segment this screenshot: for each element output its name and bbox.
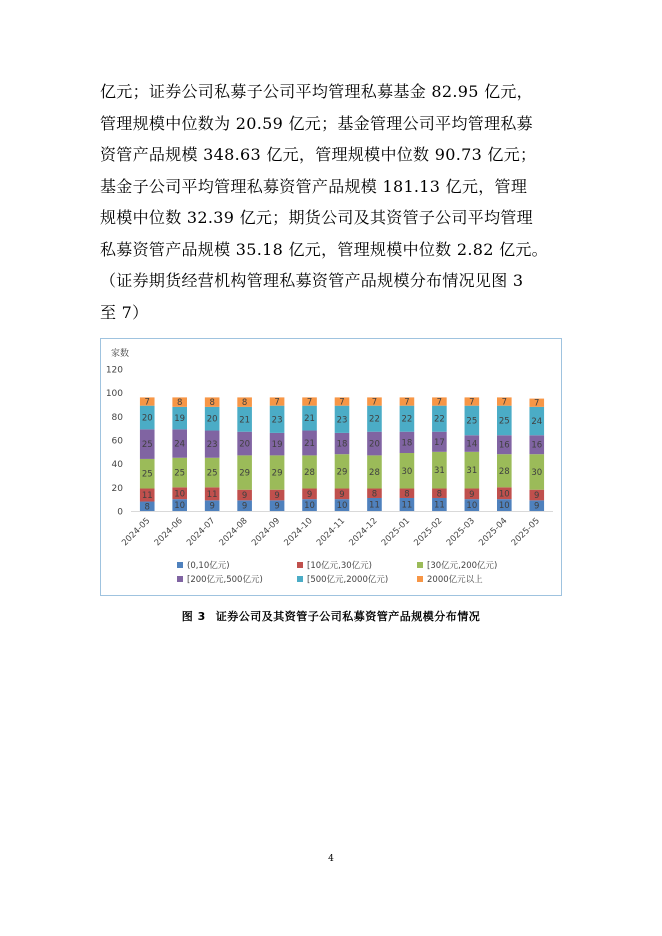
data-label: 10 <box>336 501 348 512</box>
legend-swatch <box>177 576 183 582</box>
data-label: 28 <box>498 466 510 477</box>
x-tick-label: 2025-03 <box>444 516 477 549</box>
data-label: 23 <box>336 415 348 426</box>
data-label: 25 <box>498 416 510 427</box>
data-label: 7 <box>501 397 508 408</box>
data-label: 18 <box>401 438 413 449</box>
data-label: 23 <box>206 440 218 451</box>
data-label: 11 <box>433 500 445 511</box>
data-label: 8 <box>176 398 183 409</box>
legend-label: [500亿元,2000亿元) <box>307 575 389 585</box>
page-number: 4 <box>328 854 334 864</box>
data-label: 19 <box>174 414 186 425</box>
x-tick-label: 2025-05 <box>509 516 542 549</box>
data-label: 21 <box>304 414 315 425</box>
data-label: 25 <box>206 468 218 479</box>
figure-number: 图 3 <box>181 610 206 623</box>
data-label: 20 <box>141 413 153 424</box>
legend-label: [30亿元,200亿元) <box>427 561 498 571</box>
data-label: 22 <box>433 414 445 425</box>
data-label: 9 <box>306 489 313 500</box>
x-tick-label: 2025-01 <box>379 516 413 549</box>
data-label: 31 <box>466 466 478 477</box>
data-label: 30 <box>531 467 543 478</box>
data-label: 19 <box>271 440 283 451</box>
legend-swatch <box>297 562 303 568</box>
y-tick-label: 40 <box>111 460 123 471</box>
data-label: 16 <box>498 440 510 451</box>
x-tick-label: 2024-05 <box>120 516 153 549</box>
data-label: 29 <box>336 467 348 478</box>
data-label: 7 <box>404 397 410 408</box>
legend-label: 2000亿元以上 <box>427 575 483 585</box>
data-label: 11 <box>206 489 218 500</box>
figure-caption-text: 证券公司及其资管子公司私募资管产品规模分布情况 <box>215 610 481 623</box>
data-label: 10 <box>174 501 186 512</box>
data-label: 25 <box>141 440 153 451</box>
data-label: 9 <box>534 501 540 512</box>
data-label: 28 <box>369 467 380 478</box>
data-label: 21 <box>239 415 251 426</box>
data-label: 9 <box>209 501 215 512</box>
y-tick-label: 80 <box>111 412 123 423</box>
data-label: 24 <box>174 439 186 450</box>
data-label: 7 <box>371 397 378 408</box>
legend-label: [10亿元,30亿元) <box>307 561 372 571</box>
data-label: 8 <box>209 398 215 409</box>
data-label: 20 <box>239 439 251 450</box>
legend-swatch <box>417 562 423 568</box>
data-label: 11 <box>401 500 413 511</box>
data-label: 29 <box>239 468 251 479</box>
paragraph-line: 资管产品规模 348.63 亿元，管理规模中位数 90.73 亿元； <box>100 145 537 164</box>
x-tick-label: 2025-02 <box>412 516 445 549</box>
data-label: 8 <box>404 489 410 500</box>
data-label: 7 <box>144 397 150 408</box>
data-label: 20 <box>206 414 218 425</box>
chart-canvas <box>101 339 563 597</box>
data-label: 9 <box>339 489 345 500</box>
data-label: 29 <box>271 468 283 479</box>
body-paragraph <box>100 76 570 328</box>
y-axis-label: 家数 <box>111 349 130 359</box>
data-label: 7 <box>436 397 443 408</box>
data-label: 25 <box>174 468 186 479</box>
stacked-bar-chart <box>100 338 562 596</box>
legend-label: (0,10亿元) <box>187 561 230 571</box>
x-tick-label: 2024-07 <box>185 516 218 549</box>
data-label: 9 <box>274 501 280 512</box>
data-label: 11 <box>369 500 380 511</box>
data-label: 7 <box>339 397 345 408</box>
data-label: 17 <box>433 437 445 448</box>
x-tick-label: 2024-11 <box>314 516 348 549</box>
legend-label: [200亿元,500亿元) <box>187 575 263 585</box>
data-label: 10 <box>174 489 186 500</box>
y-tick-label: 60 <box>111 436 123 447</box>
x-tick-label: 2024-08 <box>217 516 250 549</box>
paragraph-line: 规模中位数 32.39 亿元；期货公司及其资管子公司平均管理 <box>100 208 533 227</box>
paragraph-line: 管理规模中位数为 20.59 亿元；基金管理公司平均管理私募 <box>100 113 533 133</box>
data-label: 24 <box>531 417 543 428</box>
legend-swatch <box>417 576 423 582</box>
data-label: 10 <box>498 489 510 500</box>
x-tick-label: 2024-09 <box>250 516 283 549</box>
data-label: 9 <box>274 491 280 502</box>
data-label: 7 <box>274 397 280 408</box>
x-tick-label: 2024-12 <box>347 516 380 549</box>
data-label: 25 <box>141 469 153 480</box>
data-label: 18 <box>336 439 348 450</box>
y-tick-label: 120 <box>105 365 123 376</box>
data-label: 9 <box>241 501 248 512</box>
data-label: 14 <box>466 439 478 450</box>
figure-caption <box>0 608 662 624</box>
legend-swatch <box>297 576 303 582</box>
legend-swatch <box>177 562 183 568</box>
data-label: 9 <box>534 491 540 502</box>
data-label: 11 <box>141 491 153 502</box>
data-label: 7 <box>306 397 313 408</box>
data-label: 10 <box>498 501 510 512</box>
y-tick-label: 0 <box>117 507 123 518</box>
x-tick-label: 2024-06 <box>152 516 185 549</box>
data-label: 31 <box>433 466 445 477</box>
paragraph-line: 至 7） <box>100 302 149 322</box>
data-label: 20 <box>369 439 380 450</box>
data-label: 16 <box>531 440 543 451</box>
data-label: 30 <box>401 466 413 477</box>
data-label: 21 <box>304 438 315 449</box>
data-label: 22 <box>401 414 413 425</box>
y-tick-label: 20 <box>111 483 123 494</box>
x-tick-label: 2025-04 <box>477 516 510 549</box>
paragraph-line: 基金子公司平均管理私募资管产品规模 181.13 亿元，管理 <box>100 176 528 196</box>
data-label: 8 <box>371 489 378 500</box>
data-label: 25 <box>466 416 478 427</box>
data-label: 10 <box>304 501 315 512</box>
data-label: 10 <box>466 501 478 512</box>
paragraph-line: （证券期货经营机构管理私募资管产品规模分布情况见图 3 <box>100 271 524 290</box>
data-label: 8 <box>436 489 443 500</box>
paragraph-line: 亿元；证券公司私募子公司平均管理私募基金 82.95 亿元， <box>100 82 533 101</box>
data-label: 22 <box>369 414 380 425</box>
paragraph-line: 私募资管产品规模 35.18 亿元，管理规模中位数 2.82 亿元。 <box>100 239 548 259</box>
y-tick-label: 100 <box>105 389 123 400</box>
data-label: 28 <box>304 467 315 478</box>
data-label: 9 <box>241 491 248 502</box>
data-label: 23 <box>271 415 283 426</box>
data-label: 8 <box>144 502 150 513</box>
data-label: 8 <box>241 398 248 409</box>
data-label: 7 <box>469 397 475 408</box>
x-tick-label: 2024-10 <box>282 516 315 549</box>
data-label: 7 <box>534 398 540 409</box>
data-label: 9 <box>469 489 475 500</box>
